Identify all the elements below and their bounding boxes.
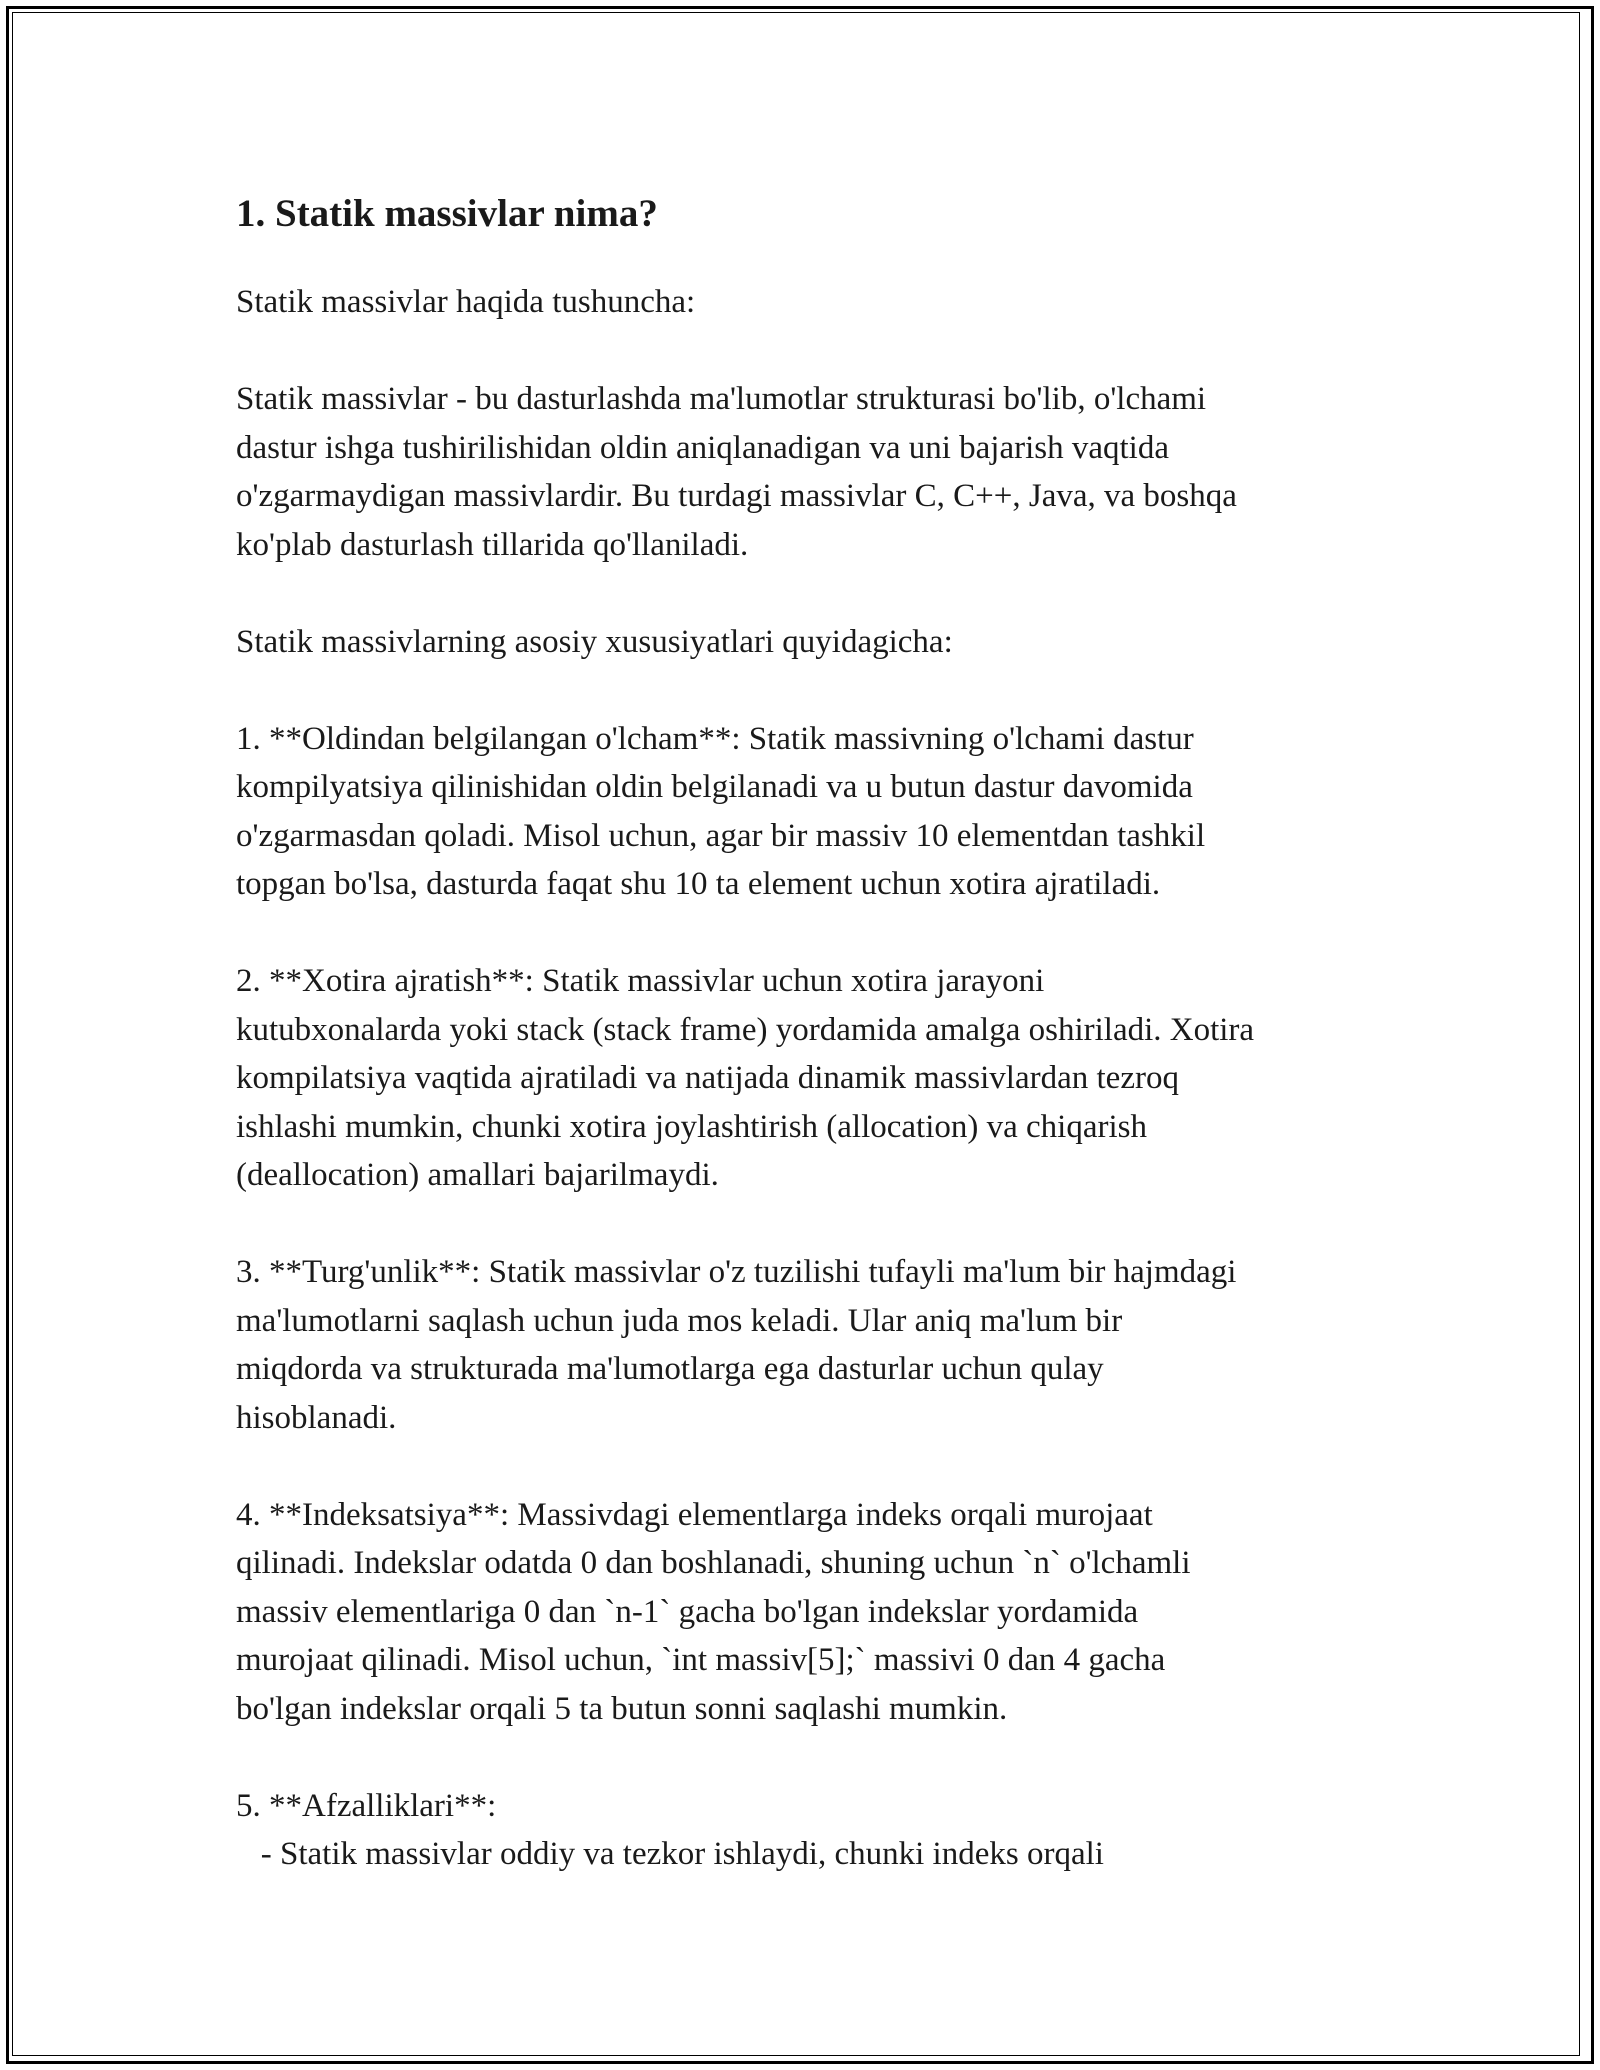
paragraph-definition: Statik massivlar - bu dasturlashda ma'lumotlar strukturasi bo'lib, o'lchami dastur ishga tushirilishidan oldin aniqlanadigan va uni bajarish vaqtida o'zgarmaydigan massivlardir. Bu turdagi massivlar C, C++, Java, va boshqa ko'plab dasturlash tillarida qo'llaniladi. (236, 381, 1237, 563)
list-item-stability: 3. **Turg'unlik**: Statik massivlar o'z tuzilishi tufayli ma'lum bir hajmdagi ma'lumotlarni saqlash uchun juda mos keladi. Ular aniq ma'lum bir miqdorda va strukturada ma'lumotlarga ega dasturlar uchun qulay hisoblanadi. (236, 1254, 1237, 1436)
list-item-fixed-size: 1. **Oldindan belgilangan o'lcham**: Statik massivning o'lchami dastur kompilyatsiya qilinishidan oldin belgilanadi va u butun dastur davomida o'zgarmasdan qoladi. Misol uchun, agar bir massiv 10 elementdan tashkil topgan bo'lsa, dasturda faqat shu 10 ta element uchun xotira ajratiladi. (236, 720, 1206, 902)
paragraph-intro: Statik massivlar haqida tushuncha: (236, 284, 696, 320)
paragraph-features-intro: Statik massivlarning asosiy xususiyatlari quyidagicha: (236, 623, 953, 660)
document-body (236, 184, 1386, 1879)
document-heading: 1. Statik massivlar nima? (236, 192, 658, 235)
list-item-memory-allocation: 2. **Xotira ajratish**: Statik massivlar uchun xotira jarayoni kutubxonalarda yoki stack (stack frame) yordamida amalga oshiriladi. Xotira kompilatsiya vaqtida ajratiladi va natijada dinamik massivlardan tezroq ishlashi mumkin, chunki xotira joylashtirish (allocation) va chiqarish (deallocation) amallari bajarilmaydi. (236, 963, 1255, 1193)
list-item-indexing: 4. **Indeksatsiya**: Massivdagi elementlarga indeks orqali murojaat qilinadi. Indekslar odatda 0 dan boshlanadi, shuning uchun `n` o'lchamli massiv elementlariga 0 dan `n-1` gacha bo'lgan indekslar yordamida murojaat qilinadi. Misol uchun, `int massiv[5];` massivi 0 dan 4 gacha bo'lgan indekslar orqali 5 ta butun sonni saqlashi mumkin. (236, 1496, 1191, 1727)
list-item-advantages: 5. **Afzalliklari**: - Statik massivlar oddiy va tezkor ishlaydi, chunki indeks orqali (236, 1787, 1104, 1872)
